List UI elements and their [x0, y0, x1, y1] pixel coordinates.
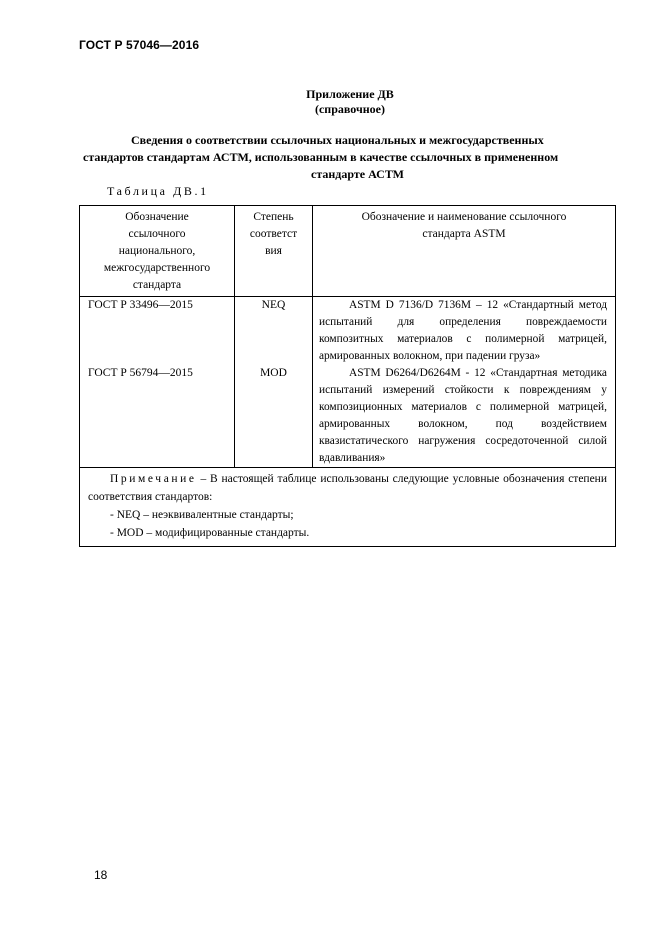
table-caption: Таблица ДВ.1: [107, 184, 209, 198]
heading-line: Сведения о соответствии ссылочных национальных и межгосударственных: [131, 133, 544, 147]
note-label: Примечание: [110, 473, 197, 485]
appendix-title: Приложение ДВ: [306, 87, 394, 101]
note-item: - MOD – модифицированные стандарты.: [110, 527, 310, 539]
row-designation: ГОСТ Р 33496—2015: [80, 297, 235, 366]
header-designation: Обозначение ссылочного национального, межгосударственного стандарта: [80, 206, 235, 297]
appendix-heading: [79, 132, 616, 183]
row-designation: ГОСТ Р 56794—2015: [80, 365, 235, 468]
header-astm: Обозначение и наименование ссылочного стандарта ASTM: [313, 206, 616, 297]
table-note-row: [80, 468, 616, 547]
row-astm: ASTM D6264/D6264M - 12 «Стандартная методика испытаний измерений стойкости к повреждениям у композиционных материалов с полимерной матрицей, армированных волокном, под воздействием квазистатического нагружения сосредоточенной силой вдавливания»: [313, 365, 616, 468]
row-astm: ASTM D 7136/D 7136M – 12 «Стандартный метод испытаний для определения повреждаемости композитных материалов с полимерной матрицей, армированных волокном, при падении груза»: [313, 297, 616, 366]
correspondence-table: [79, 205, 616, 547]
table-header-row: [80, 206, 616, 297]
table-row: [80, 365, 616, 468]
note-text: – В настоящей таблице использованы следующие условные обозначения степени соответствия стандартов:: [88, 473, 607, 503]
note-item: - NEQ – неэквивалентные стандарты;: [110, 509, 294, 521]
page-number: 18: [94, 868, 108, 882]
table-note: [80, 468, 616, 547]
note-paragraph: [88, 470, 607, 506]
appendix-subtitle: (справочное): [314, 102, 385, 116]
heading-line: стандартов стандартам АСТМ, использованным в качестве ссылочных в примененном: [83, 150, 559, 164]
table-row: [80, 297, 616, 366]
row-degree: MOD: [235, 365, 313, 468]
row-degree: NEQ: [235, 297, 313, 366]
document-header: ГОСТ Р 57046—2016: [79, 38, 200, 52]
heading-line: стандарте АСТМ: [311, 167, 404, 181]
header-degree: Степень соответст вия: [235, 206, 313, 297]
